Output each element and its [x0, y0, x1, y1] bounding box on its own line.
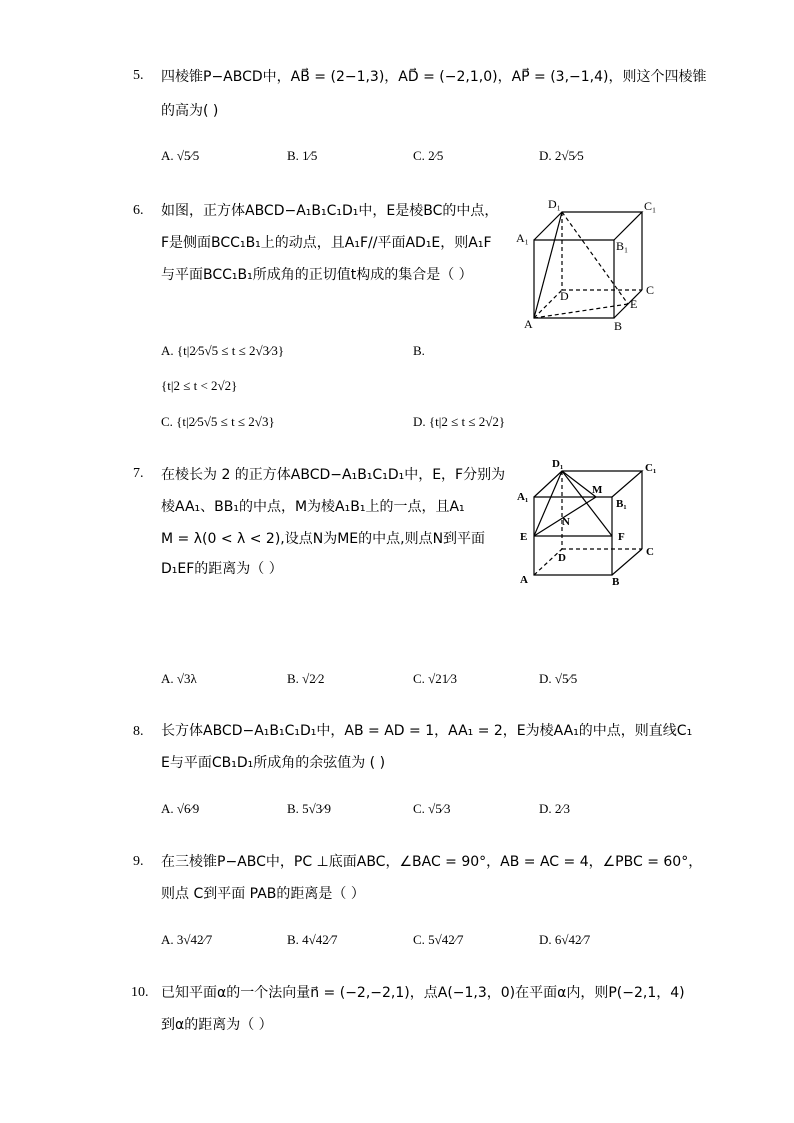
label-C: C — [646, 283, 655, 297]
option-c[interactable]: C. {t|2⁄5√5 ≤ t ≤ 2√3} — [161, 414, 275, 429]
label-N: N — [562, 516, 570, 528]
label-D1: D₁ — [552, 458, 564, 470]
question-text-line: E与平面CB₁D₁所成角的余弦值为 ( ) — [161, 755, 386, 771]
label-A1: A₁ — [516, 231, 529, 245]
question-text-line: 的高为( ) — [161, 103, 219, 119]
option-b[interactable]: B. — [413, 343, 425, 358]
option-d[interactable]: D. 2√5⁄5 — [539, 148, 584, 163]
question-text-line: M = λ(0 < λ < 2),设点N为ME的中点,则点N到平面 — [161, 531, 486, 547]
cube-figure-q6 — [512, 192, 672, 332]
question-text-line: D₁EF的距离为（ ） — [161, 561, 283, 577]
option-a[interactable]: A. √6⁄9 — [161, 801, 200, 816]
question-number: 8. — [133, 724, 144, 739]
question-number: 9. — [133, 854, 144, 869]
label-C1: C₁ — [645, 462, 657, 474]
option-a[interactable]: A. {t|2⁄5√5 ≤ t ≤ 2√3⁄3} — [161, 343, 285, 358]
option-c[interactable]: C. 5√42⁄7 — [413, 932, 464, 947]
label-A: A — [524, 317, 533, 331]
label-D1: D₁ — [548, 197, 561, 211]
label-A: A — [520, 574, 528, 586]
option-a[interactable]: A. √5⁄5 — [161, 148, 200, 163]
label-B1: B₁ — [616, 498, 627, 510]
question-text-line: 在棱长为 2 的正方体ABCD−A₁B₁C₁D₁中，E，F分别为 — [161, 467, 506, 483]
option-d[interactable]: D. 2⁄3 — [539, 801, 571, 816]
option-d[interactable]: D. √5⁄5 — [539, 671, 578, 686]
option-d[interactable]: D. {t|2 ≤ t ≤ 2√2} — [413, 414, 506, 429]
option-b[interactable]: B. 4√42⁄7 — [287, 932, 338, 947]
label-C1: C₁ — [644, 199, 657, 213]
question-text-line: 在三棱锥P−ABC中，PC ⊥底面ABC，∠BAC = 90°，AB = AC = 4，∠PBC = 60°， — [161, 854, 703, 870]
option-c[interactable]: C. √21⁄3 — [413, 671, 457, 686]
label-D: D — [558, 552, 566, 564]
option-b[interactable]: B. 1⁄5 — [287, 148, 318, 163]
question-number: 5. — [133, 68, 144, 83]
label-M: M — [592, 484, 603, 496]
label-D: D — [560, 289, 569, 303]
question-text-line: 与平面BCC₁B₁所成角的正切值t构成的集合是（ ） — [161, 267, 473, 283]
question-number: 10. — [131, 985, 149, 1000]
question-text-line: F是侧面BCC₁B₁上的动点，且A₁F//平面AD₁E，则A₁F — [161, 235, 492, 251]
option-d[interactable]: D. 6√42⁄7 — [539, 932, 591, 947]
option-a[interactable]: A. 3√42⁄7 — [161, 932, 213, 947]
label-E: E — [520, 531, 528, 543]
option-a[interactable]: A. √3λ — [161, 671, 197, 686]
question-text-line: 棱AA₁、BB₁的中点，M为棱A₁B₁上的一点，且A₁ — [161, 499, 465, 515]
question-number: 6. — [133, 203, 144, 218]
option-c[interactable]: C. 2⁄5 — [413, 148, 444, 163]
question-text-line: 则点 C到平面 PAB的距离是（ ） — [161, 886, 365, 902]
label-A1: A₁ — [517, 491, 529, 503]
label-B1: B₁ — [616, 239, 629, 253]
question-text-line: 已知平面α的一个法向量n⃗ = (−2,−2,1)，点A(−1,3，0)在平面α内，则P(−2,1，4) — [161, 985, 685, 1001]
option-c[interactable]: C. √5⁄3 — [413, 801, 451, 816]
cube-figure-q7 — [512, 455, 672, 590]
option-b[interactable]: B. 5√3⁄9 — [287, 801, 331, 816]
label-E: E — [630, 297, 638, 311]
label-B: B — [612, 576, 620, 588]
question-text-line: 长方体ABCD−A₁B₁C₁D₁中，AB = AD = 1，AA₁ = 2，E为棱AA₁的中点，则直线C₁ — [161, 723, 693, 739]
option-b[interactable]: B. √2⁄2 — [287, 671, 325, 686]
question-text-line: 四棱锥P−ABCD中，AB⃗ = (2−1,3)，AD⃗ = (−2,1,0)，AP⃗ = (3,−1,4)，则这个四棱锥 — [161, 69, 707, 85]
label-B: B — [614, 319, 623, 332]
question-text-line: 到α的距离为（ ） — [161, 1017, 273, 1033]
question-number: 7. — [133, 466, 144, 481]
question-text-line: 如图，正方体ABCD−A₁B₁C₁D₁中，E是棱BC的中点， — [161, 203, 499, 219]
option-b-value: {t|2 ≤ t < 2√2} — [161, 378, 238, 393]
label-F: F — [618, 531, 625, 543]
label-C: C — [646, 546, 654, 558]
